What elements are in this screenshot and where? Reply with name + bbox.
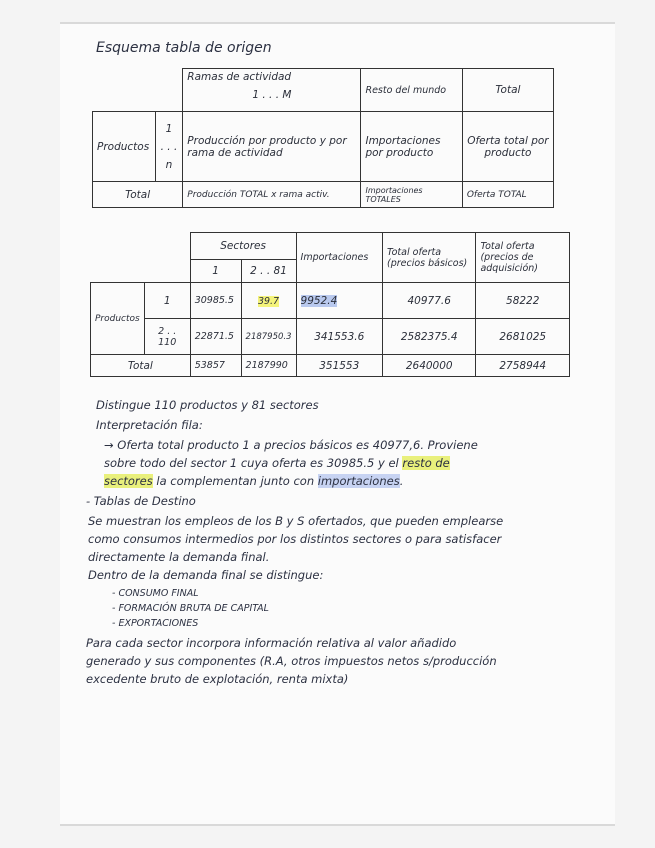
cell-r1-oferta-basicos: 40977.6 [382, 283, 475, 319]
destino-line-2: como consumos intermedios por los distintos sectores o para satisfacer [88, 532, 502, 546]
cell-r2-importaciones: 341553.6 [296, 319, 382, 355]
total-oferta: Oferta TOTAL [462, 182, 553, 208]
origin-schema-table [92, 68, 554, 208]
blank-cell [93, 69, 183, 112]
total-sector2-81: 2187990 [241, 355, 296, 377]
header-total: Total [462, 69, 553, 112]
destino-line-4: Dentro de la demanda final se distingue: [88, 568, 324, 582]
row-index-dots: . . . [160, 140, 178, 153]
destino-line-1: Se muestran los empleos de los B y S ofertados, que pueden emplearse [88, 514, 504, 528]
note-line-2: Interpretación fila: [96, 418, 203, 432]
blank-cell [91, 233, 191, 283]
cell-r1-sector2-81 [241, 283, 296, 319]
origin-values-table [90, 232, 570, 377]
row-index-n: n [165, 158, 173, 171]
total-produccion: Producción TOTAL x rama activ. [183, 182, 361, 208]
row-index-2-110: 2 . . 110 [144, 319, 190, 355]
row-label-productos: Productos [93, 112, 156, 182]
note-line-3: → Oferta total producto 1 a precios básicos es 40977,6. Proviene [104, 438, 478, 452]
header-oferta-basicos: Total oferta (precios básicos) [382, 233, 475, 283]
header-resto: Resto del mundo [361, 69, 462, 112]
note-line-1: Distingue 110 productos y 81 sectores [96, 398, 319, 412]
destino-line-7: excedente bruto de explotación, renta mixta) [86, 672, 349, 686]
cell-r1-importaciones [296, 283, 382, 319]
list-item-exportaciones: - EXPORTACIONES [112, 618, 199, 629]
highlighted-value: 9952.4 [300, 294, 338, 307]
row-index-1: 1 [165, 122, 173, 135]
destino-line-3: directamente la demanda final. [88, 550, 270, 564]
header-sector-1: 1 [190, 260, 241, 283]
destino-line-6: generado y sus componentes (R.A, otros impuestos netos s/producción [86, 654, 497, 668]
cell-oferta: Oferta total por producto [462, 112, 553, 182]
cell-r2-oferta-adquisicion: 2681025 [476, 319, 570, 355]
note-line-5-text: la complementan junto con [152, 474, 318, 488]
total-importaciones: 351553 [296, 355, 382, 377]
row-index [155, 112, 183, 182]
highlight-resto-de: resto de [402, 456, 450, 470]
section-heading-destino: - Tablas de Destino [86, 494, 196, 508]
total-oferta-basicos: 2640000 [382, 355, 475, 377]
row-label-productos: Productos [91, 283, 145, 355]
header-oferta-adquisicion: Total oferta (precios de adquisición) [476, 233, 570, 283]
list-item-formacion: - FORMACIÓN BRUTA DE CAPITAL [112, 603, 269, 614]
cell-r1-oferta-adquisicion: 58222 [476, 283, 570, 319]
cell-r2-sector1: 22871.5 [190, 319, 241, 355]
header-sector-2-81: 2 . . 81 [241, 260, 296, 283]
cell-r1-sector1: 30985.5 [190, 283, 241, 319]
header-sectores: Sectores [190, 233, 296, 260]
note-line-5-end: . [399, 474, 404, 488]
total-sector1: 53857 [190, 355, 241, 377]
cell-r2-oferta-basicos: 2582375.4 [382, 319, 475, 355]
header-importaciones: Importaciones [296, 233, 382, 283]
destino-line-5: Para cada sector incorpora información relativa al valor añadido [86, 636, 457, 650]
highlight-importaciones: importaciones [317, 474, 400, 488]
cell-importaciones: Importaciones por producto [361, 112, 462, 182]
note-line-4-text: sobre todo del sector 1 cuya oferta es 30985.5 y el [104, 456, 403, 470]
total-label: Total [91, 355, 191, 377]
note-line-4 [104, 456, 450, 470]
total-label: Total [93, 182, 183, 208]
cell-r2-sector2-81: 2187950.3 [241, 319, 296, 355]
cell-produccion: Producción por producto y por rama de actividad [183, 112, 361, 182]
total-oferta-adquisicion: 2758944 [476, 355, 570, 377]
page-title: Esquema tabla de origen [96, 40, 272, 56]
header-ramas-range: 1 . . . M [252, 89, 292, 101]
list-item-consumo: - CONSUMO FINAL [112, 588, 199, 599]
highlighted-value: 39.7 [257, 295, 280, 307]
total-importaciones: Importaciones TOTALES [361, 182, 462, 208]
note-line-5 [104, 474, 403, 488]
highlight-sectores: sectores [104, 474, 153, 488]
header-ramas-label: Ramas de actividad [187, 71, 292, 83]
header-ramas [183, 69, 361, 112]
row-index-1: 1 [144, 283, 190, 319]
